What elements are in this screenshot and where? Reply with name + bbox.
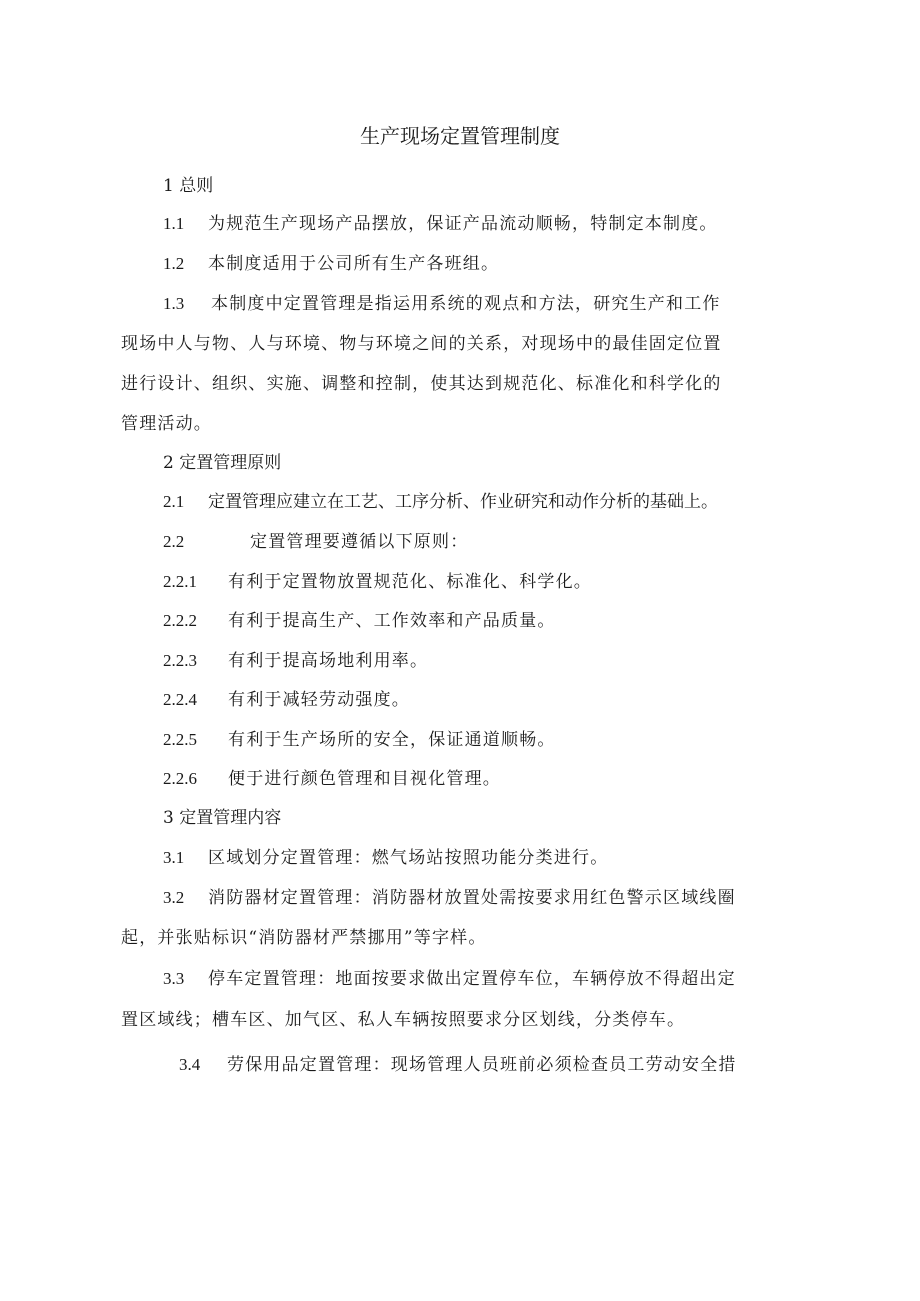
clause-2-2-4 xyxy=(163,688,410,712)
clause-1-2 xyxy=(163,252,499,276)
clause-2-2-3 xyxy=(163,649,428,673)
clause-2-2-5 xyxy=(163,728,556,752)
section-heading-2: 2 定置管理原则 xyxy=(163,453,282,473)
clause-text-line: 劳保用品定置管理：现场管理人员班前必须检查员工劳动安全措 xyxy=(227,1055,737,1075)
clause-2-2 xyxy=(163,530,468,554)
clause-text: 定置管理应建立在工艺、工序分析、作业研究和动作分析的基础上。 xyxy=(208,492,718,512)
clause-2-2-2 xyxy=(163,609,556,633)
clause-text-line: 管理活动。 xyxy=(121,414,212,434)
clause-3-2 xyxy=(163,886,736,910)
clause-3-1 xyxy=(163,846,608,870)
clause-2-2-1 xyxy=(163,570,592,594)
clause-text-line: 停车定置管理：地面按要求做出定置停车位，车辆停放不得超出定 xyxy=(208,969,736,989)
clause-text: 有利于定置物放置规范化、标准化、科学化。 xyxy=(228,572,592,592)
clause-text: 有利于提高场地利用率。 xyxy=(228,651,429,671)
clause-text-line: 消防器材定置管理：消防器材放置处需按要求用红色警示区域线圈 xyxy=(208,888,736,908)
clause-number: 2.2.1 xyxy=(163,572,197,591)
clause-1-1 xyxy=(163,212,718,236)
clause-number: 2.2.4 xyxy=(163,690,197,709)
clause-text: 有利于提高生产、工作效率和产品质量。 xyxy=(228,611,556,631)
clause-number: 3.3 xyxy=(163,969,185,988)
clause-text-line: 起，并张贴标识“消防器材严禁挪用”等字样。 xyxy=(121,928,487,948)
clause-text: 有利于生产场所的安全，保证通道顺畅。 xyxy=(228,730,556,750)
clause-number: 1.2 xyxy=(163,254,185,273)
clause-3-3 xyxy=(163,967,736,991)
clause-text-line: 本制度中定置管理是指运用系统的观点和方法，研究生产和工作 xyxy=(211,294,721,314)
clause-text: 便于进行颜色管理和目视化管理。 xyxy=(228,769,501,789)
clause-number: 1.1 xyxy=(163,214,185,233)
clause-number: 3.2 xyxy=(163,888,185,907)
clause-number: 1.3 xyxy=(163,294,185,313)
clause-text: 定置管理要遵循以下原则： xyxy=(250,532,469,552)
clause-2-2-6 xyxy=(163,767,501,791)
clause-number: 2.1 xyxy=(163,492,185,511)
clause-number: 2.2.3 xyxy=(163,651,197,670)
clause-1-3 xyxy=(163,292,721,316)
section-heading-3: 3 定置管理内容 xyxy=(163,808,282,828)
clause-number: 2.2.5 xyxy=(163,730,197,749)
clause-number: 3.1 xyxy=(163,848,185,867)
clause-number: 2.2.6 xyxy=(163,769,197,788)
document-title: 生产现场定置管理制度 xyxy=(360,124,560,148)
clause-number: 2.2 xyxy=(163,532,185,551)
clause-text-line: 进行设计、组织、实施、调整和控制，使其达到规范化、标准化和科学化的 xyxy=(121,374,722,394)
clause-text: 本制度适用于公司所有生产各班组。 xyxy=(208,254,500,274)
clause-text: 为规范生产现场产品摆放，保证产品流动顺畅，特制定本制度。 xyxy=(208,214,718,234)
section-heading-1: 1 总则 xyxy=(163,176,214,196)
clause-3-4 xyxy=(179,1053,737,1077)
clause-number: 3.4 xyxy=(179,1055,201,1074)
clause-text-line: 置区域线；槽车区、加气区、私人车辆按照要求分区划线，分类停车。 xyxy=(121,1010,686,1030)
clause-text-line: 现场中人与物、人与环境、物与环境之间的关系，对现场中的最佳固定位置 xyxy=(121,334,722,354)
clause-number: 2.2.2 xyxy=(163,611,197,630)
clause-text: 有利于减轻劳动强度。 xyxy=(228,690,410,710)
clause-text: 区域划分定置管理：燃气场站按照功能分类进行。 xyxy=(208,848,609,868)
clause-2-1 xyxy=(163,490,718,514)
